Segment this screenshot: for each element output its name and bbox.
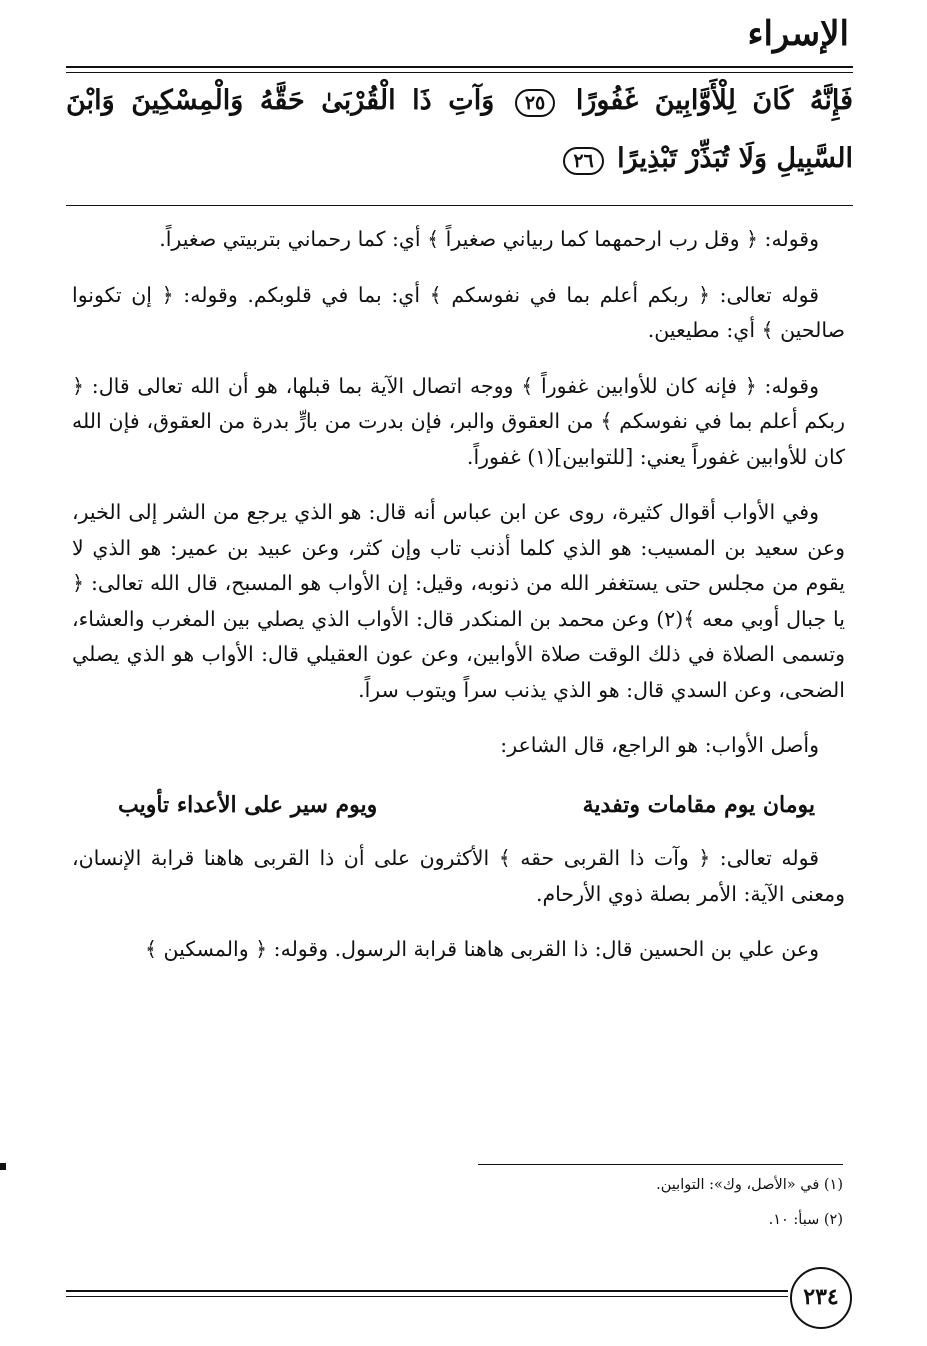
verse-number-25: ٢٥ — [515, 89, 555, 117]
verse-text-2: وَآتِ ذَا الْقُرْبَىٰ حَقَّهُ وَالْمِسْكِينَ وَابْنَ السَّبِيلِ وَلَا تُبَذِّرْ تَبْذِيرًا — [66, 85, 853, 174]
paragraph: وعن علي بن الحسين قال: ذا القربى هاهنا قرابة الرسول. وقوله: ﴿ والمسكين ﴾ — [145, 937, 819, 961]
paragraph: وقوله: ﴿ وقل رب ارحمهما كما ربياني صغيراً ﴾ أي: كما رحماني بتربيتي صغيراً. — [159, 227, 819, 251]
verse-text-1: فَإِنَّهُ كَانَ لِلْأَوَّابِينَ غَفُورًا — [575, 85, 853, 116]
margin-mark — [0, 1163, 6, 1170]
verse-separator — [66, 205, 853, 206]
paragraph: وأصل الأواب: هو الراجع، قال الشاعر: — [500, 733, 819, 757]
header-rule-top — [66, 66, 853, 68]
surah-title: الإسراء — [747, 14, 849, 54]
poem-verse — [118, 788, 815, 824]
poem-second-hemistich: ويوم سير على الأعداء تأويب — [118, 791, 378, 818]
footnote-2: (٢) سبأ: ١٠. — [768, 1212, 843, 1228]
paragraph: وفي الأواب أقوال كثيرة، روى عن ابن عباس أنه قال: هو الذي يرجع من الشر إلى الخير، وعن سعيد بن المسيب: هو الذي كلما أذنب تاب وإن كثر، وعن عبيد بن عمير: هو الذي لا يقوم من مجلس حتى يستغفر الله من ذنوبه، وقيل: إن الأواب هو المسبح، قال الله تعالى: ﴿ يا جبال أوبي معه ﴾(٢) وعن محمد بن المنكدر قال: الأواب الذي يصلي بين المغرب والعشاء، وتسمى الصلاة في ذلك الوقت صلاة الأوابين، وعن عون العقيلي قال: الأواب هو الذي يصلي الضحى، وعن السدي قال: هو الذي يذنب سراً ويتوب سراً. — [72, 500, 845, 702]
poem-first-hemistich: يومان يوم مقامات وتفدية — [582, 791, 815, 818]
page-number: ٢٣٤ — [790, 1267, 852, 1329]
footnote-rule — [478, 1164, 843, 1165]
paragraph: قوله تعالى: ﴿ ربكم أعلم بما في نفوسكم ﴾ أي: بما في قلوبكم. وقوله: ﴿ إن تكونوا صالحين ﴾ أي: مطيعين. — [72, 282, 845, 342]
footer-rule-top — [66, 1290, 788, 1292]
verse-number-26: ٢٦ — [563, 147, 603, 175]
footnote-1: (١) في «الأصل، وك»: التوابين. — [656, 1177, 843, 1193]
paragraph: وقوله: ﴿ فإنه كان للأوابين غفوراً ﴾ ووجه اتصال الآية بما قبلها، هو أن الله تعالى قال: ﴿ ربكم أعلم بما في نفوسكم ﴾ من العقوق والبر، فإن بدرت من بارٍّ بدرة من العقوق، فإن الله كان للأوابين غفوراً يعني: [للتوابين](١) غفوراً. — [72, 373, 845, 469]
quran-verse — [66, 72, 853, 188]
footnotes — [656, 1170, 843, 1240]
commentary-body — [72, 222, 845, 968]
footer-rule-bottom — [66, 1296, 788, 1297]
paragraph: قوله تعالى: ﴿ وآت ذا القربى حقه ﴾ الأكثرون على أن ذا القربى هاهنا قرابة الإنسان، ومعنى الآية: الأمر بصلة ذوي الأرحام. — [72, 846, 845, 906]
